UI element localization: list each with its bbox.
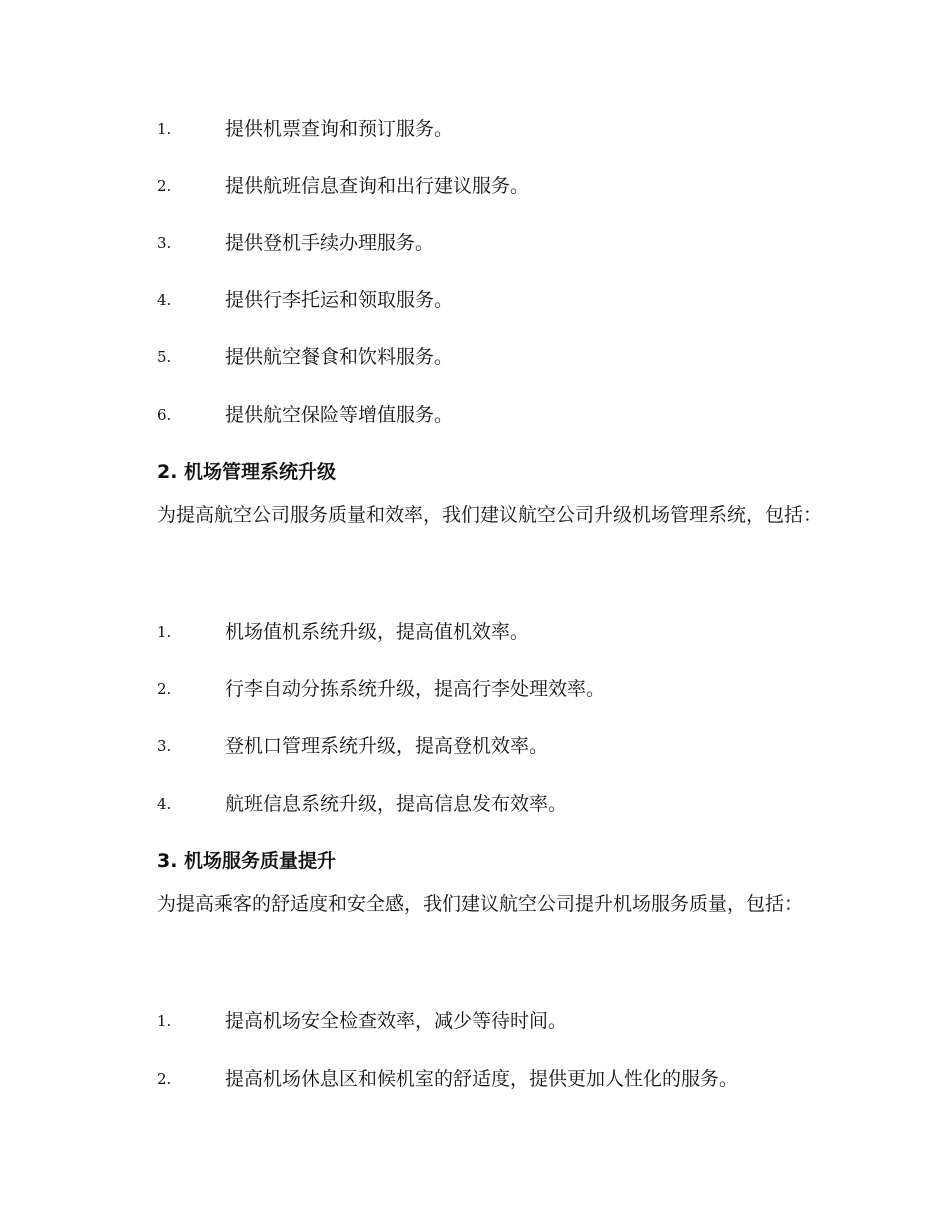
list-text: 提供航班信息查询和出行建议服务。 [225,175,530,197]
list-text: 提供航空餐食和饮料服务。 [225,346,454,368]
list-text: 登机口管理系统升级，提高登机效率。 [225,735,549,757]
list-text: 航班信息系统升级，提高信息发布效率。 [225,793,568,815]
list-text: 提供机票查询和预订服务。 [225,118,454,140]
list-number: 1. [157,1012,172,1030]
section-intro: 为提高乘客的舒适度和安全感，我们建议航空公司提升机场服务质量，包括： [157,893,804,915]
list-text: 机场值机系统升级，提高值机效率。 [225,621,530,643]
list-number: 2. [157,1070,172,1088]
list-number: 6. [157,406,172,424]
section-heading: 3. 机场服务质量提升 [157,850,337,872]
list-item [0,1006,950,1036]
list-item [0,342,950,372]
list-item [0,114,950,144]
list-number: 4. [157,795,172,813]
list-item [0,617,950,647]
section-intro: 为提高航空公司服务质量和效率，我们建议航空公司升级机场管理系统，包括： [157,504,823,526]
list-number: 1. [157,623,172,641]
list-text: 提供登机手续办理服务。 [225,232,435,254]
list-number: 1. [157,120,172,138]
list-number: 3. [157,737,172,755]
list-text: 行李自动分拣系统升级，提高行李处理效率。 [225,678,606,700]
list-text: 提供行李托运和领取服务。 [225,289,454,311]
list-text: 提高机场安全检查效率，减少等待时间。 [225,1010,568,1032]
list-number: 2. [157,680,172,698]
list-item [0,1064,950,1094]
list-number: 5. [157,348,172,366]
list-item [0,789,950,819]
list-item [0,285,950,315]
list-number: 4. [157,291,172,309]
list-text: 提供航空保险等增值服务。 [225,404,454,426]
list-number: 3. [157,234,172,252]
list-text: 提高机场休息区和候机室的舒适度，提供更加人性化的服务。 [225,1068,739,1090]
list-item [0,171,950,201]
section-heading: 2. 机场管理系统升级 [157,461,337,483]
list-item [0,228,950,258]
list-item [0,731,950,761]
list-item [0,400,950,430]
list-number: 2. [157,177,172,195]
list-item [0,674,950,704]
